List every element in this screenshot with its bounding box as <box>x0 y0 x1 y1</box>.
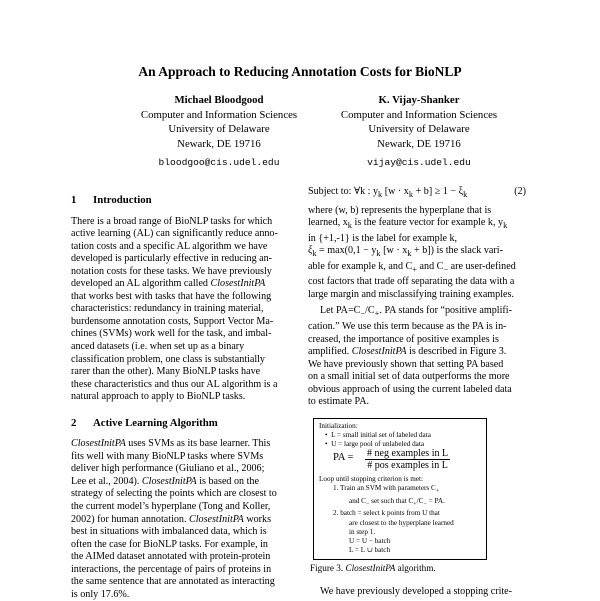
figure-line: are closest to the hyperplane learned <box>349 518 454 527</box>
text-line: We have previously shown that setting PA based <box>308 358 504 370</box>
text-line: tation costs and a specific AL algorithm we have <box>71 240 268 252</box>
text-line: anced datasets (i.e. when set up as a binary <box>71 341 245 353</box>
text-line: cost factors that trade off separating the data with a <box>308 276 515 288</box>
algorithm-name: ClosestInitPA <box>345 563 396 573</box>
algorithm-name: ClosestInitPA <box>71 438 126 450</box>
figure-line: Loop until stopping criterion is met: <box>319 475 424 484</box>
text-line: large margin and misclassifying training examples. <box>308 288 514 300</box>
figure-line: in step 1. <box>349 527 376 536</box>
author-email: vijay@cis.udel.edu <box>367 157 471 169</box>
section-title: Introduction <box>93 194 152 206</box>
pa-paragraph <box>308 305 532 408</box>
algorithm-name: ClosestInitPA <box>141 475 197 487</box>
text-line: to estimate PA. <box>308 396 370 408</box>
author-email: bloodgoo@cis.udel.edu <box>158 157 280 169</box>
text-line: $\xi_k = \max(0,1 - y_k$ $[w \cdot x_k + b]$) is the slack vari- <box>308 245 503 259</box>
text-line: developed is particularly effective in reducing an- <box>71 253 273 265</box>
hyperplane-paragraph <box>308 205 532 302</box>
text-line: in {+1,-1} is the label for example k, <box>308 232 458 244</box>
figure-line: L = L ∪ batch <box>349 545 391 554</box>
text-line: amplified. ClosestInitPA is described in Figure 3. <box>308 346 507 358</box>
text-line: that works best with tasks that have the following <box>71 290 272 302</box>
text-line: 2002) for human annotation. ClosestInitPA works <box>71 513 271 525</box>
author-dept: Computer and Information Sciences <box>140 108 298 121</box>
figure-line: U = U − batch <box>349 536 391 545</box>
figure-3-caption: Figure 3. ClosestInitPA algorithm. <box>310 563 436 573</box>
intro-paragraph <box>71 216 295 404</box>
text-line: Let $PA=C_-/C_+$. PA stands for “positive amplifi- <box>320 305 512 319</box>
text-line: deliver high performance (Giuliano et al., 2006; <box>71 463 265 475</box>
section-number: 1 <box>71 194 77 206</box>
text-line: fits well with many BioNLP tasks where SVMs <box>71 450 264 462</box>
text-line: where (w, b) represents the hyperplane that is <box>308 204 492 216</box>
pa-denominator: # pos examples in L <box>367 460 448 472</box>
text-line: active learning (AL) can significantly reduce anno- <box>71 228 278 240</box>
text-line: notation costs for these tasks. We have previously <box>71 265 272 277</box>
figure-line: 2. batch = select k points from U that <box>333 509 440 518</box>
pa-formula-lhs: PA = <box>333 452 354 464</box>
text-line: classification problem, one class is substantially <box>71 353 265 365</box>
text-line: strategy of selecting the points which are closest to <box>71 488 277 500</box>
text-line: obvious approach of using the current labeled data <box>308 383 512 395</box>
text-line: There is a broad range of BioNLP tasks for which <box>71 215 273 227</box>
text-line: ClosestInitPA uses SVMs as its base learner. This <box>71 438 271 450</box>
text-line: is only 17.6%. <box>71 588 130 600</box>
text-line: burdensome annotation costs, Support Vector Ma- <box>71 315 274 327</box>
right-column <box>308 186 532 409</box>
figure-bullet-line: • L = small initial set of labeled data <box>325 431 431 440</box>
left-column <box>71 194 295 601</box>
algorithm-name: ClosestInitPA <box>210 278 266 290</box>
author-city: Newark, DE 19716 <box>177 137 261 150</box>
text-line: characteristics: redundancy in training material, <box>71 303 264 315</box>
text-line: these characteristics and thus our AL algorithm is a <box>71 378 278 390</box>
text-line: able for example k, and $C_+$ and $C_-$ are user-defined <box>308 260 516 274</box>
text-line: interactions, the percentage of pairs of proteins in <box>71 563 272 575</box>
bullet-icon: • <box>325 431 328 440</box>
equation-2: Subject to: ∀k : $y_k$ $[w \cdot x_k + b] \ge 1 - \xi_k$ (2) <box>308 186 526 200</box>
figure-line: Initialization: <box>319 422 358 430</box>
bullet-icon: • <box>325 440 328 449</box>
section-number: 2 <box>71 416 77 429</box>
text-line: developed an AL algorithm called ClosestInitPA <box>71 278 266 290</box>
text-line: the current model’s hyperplane (Tong and Koller, <box>71 501 271 513</box>
text-line: Lee et al., 2004). ClosestInitPA is based on the <box>71 475 259 487</box>
algorithm-paragraph <box>71 438 295 601</box>
text-line: chines (SVMs) work well for the task, and imbal- <box>71 328 272 340</box>
text-line: on a small initial set of data outperforms the more <box>308 371 510 383</box>
author-name: K. Vijay-Shanker <box>378 94 460 106</box>
pa-formula <box>319 449 481 473</box>
algorithm-name: ClosestInitPA <box>189 513 244 525</box>
section-title: Active Learning Algorithm <box>93 416 218 429</box>
text-line: cation.” We use this term because as the PA is in- <box>308 321 507 332</box>
author-block-2 <box>304 93 534 171</box>
text-line: the AIMed dataset annotated with protein-protein <box>71 551 271 563</box>
text-line: often the case for BioNLP tasks. For example, in <box>71 538 268 550</box>
author-dept: Computer and Information Sciences <box>340 108 498 121</box>
section-heading-active-learning <box>71 417 295 430</box>
paper-title: An Approach to Reducing Annotation Costs for BioNLP <box>138 64 462 79</box>
author-univ: University of Delaware <box>368 123 470 136</box>
text-line: rarer than the other). Many BioNLP tasks have <box>71 366 261 378</box>
text-line: natural approach to apply to BioNLP tasks. <box>71 391 246 403</box>
algorithm-name: ClosestInitPA <box>351 346 407 358</box>
figure-line: and $C_-$ set such that $C_+/C_-$ = PA. <box>349 496 445 508</box>
section-heading-introduction <box>71 194 295 207</box>
figure-line: 1. Train an SVM with parameters $C_+$ <box>333 484 440 495</box>
equation-number: (2) <box>514 186 526 197</box>
text-line: the same sentence that are annotated as interacting <box>71 576 275 588</box>
author-block-1 <box>104 93 334 171</box>
figure-bullet-line: • U = large pool of unlabeled data <box>325 440 425 449</box>
author-univ: University of Delaware <box>168 123 270 136</box>
text-line: best in situations with imbalanced data, which is <box>71 526 267 538</box>
author-name: Michael Bloodgood <box>174 94 264 106</box>
pa-fraction <box>365 448 450 471</box>
text-line: creased, the importance of positive examples is <box>308 333 499 345</box>
text-line: learned, $x_k$ is the feature vector for example k, $y_k$ <box>308 217 508 231</box>
author-city: Newark, DE 19716 <box>377 137 461 150</box>
figure-3-algorithm-box <box>313 418 487 560</box>
stopping-criterion-line: We have previously developed a stopping crite- <box>320 586 513 597</box>
pa-numerator: # neg examples in L <box>367 448 449 460</box>
